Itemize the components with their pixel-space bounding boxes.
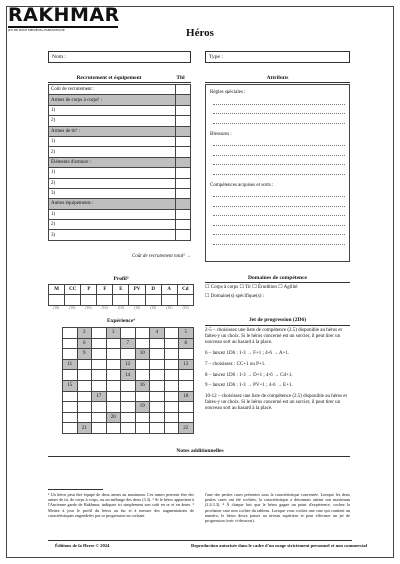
experience-box[interactable]: 21 [77,423,92,434]
experience-box[interactable]: 18 [179,391,194,402]
experience-box[interactable] [106,349,121,360]
experience-box[interactable] [179,402,194,413]
experience-box[interactable] [92,359,107,370]
experience-box[interactable] [121,349,136,360]
equipment-row-label: Éléments d'armure : [49,157,176,167]
equipment-row [49,136,191,146]
experience-box[interactable]: 22 [179,423,194,434]
equipment-row-value[interactable] [176,105,191,115]
profile-value-cell[interactable] [177,295,193,306]
experience-box[interactable] [164,412,179,423]
skills-line[interactable] [213,226,345,236]
experience-box[interactable] [106,380,121,391]
footer [55,543,367,548]
name-field[interactable] [48,51,191,63]
profile-cap: (10) [182,306,189,310]
equipment-row-value[interactable] [176,136,191,146]
equipment-row [49,220,191,230]
footer-rule [48,540,352,541]
skills-line[interactable] [213,188,345,198]
experience-box[interactable]: 16 [135,380,150,391]
experience-box[interactable] [121,412,136,423]
profile-column-header: Cd [177,285,193,295]
equipment-row [49,178,191,188]
profile-cap: (10) [53,306,60,310]
experience-box[interactable] [150,391,165,402]
equipment-row-label: 3) [49,188,176,198]
experience-box[interactable] [150,370,165,381]
experience-box[interactable] [150,402,165,413]
experience-box[interactable] [150,359,165,370]
progression-rule: 2-5 – choisissez une liste de compétence (2.5) disponible au héros et faites-y un choix. Si le héros concerné est un sorcier, il peut tirer un nouveau sort au hasard à la place. [205,328,342,346]
experience-box[interactable] [150,338,165,349]
experience-box[interactable] [106,359,121,370]
footnotes-right: l'une des petites cases présentes sous la caractéristique concernée. Lorsque les deux petites cases ont été cochées, la caractéristique a désormais atteint son maximum (2.4.3.3). ⁴ À chaque fois que le héros gagne un point d'expérience, cochez la prochaine case non cochée du tableau. Lorsque vous cochez une case qui contient un numéro, le héros devra passer au niveau supérieur et peut effectuer un jet de progression (voir ci-dessous). [205,492,350,524]
experience-box[interactable]: 3 [106,328,121,339]
notes-heading: Notes additionnelles [176,448,224,454]
experience-box[interactable]: 15 [63,380,78,391]
experience-box[interactable] [63,402,78,413]
experience-box[interactable] [63,349,78,360]
experience-box[interactable] [63,391,78,402]
profile-column-header: D [145,285,161,295]
experience-box[interactable] [164,423,179,434]
experience-box[interactable] [135,359,150,370]
equipment-row [49,199,191,209]
experience-box[interactable]: 6 [77,338,92,349]
experience-box[interactable] [106,423,121,434]
experience-box[interactable] [92,412,107,423]
equipment-row-label: 2) [49,220,176,230]
equipment-row [49,230,191,240]
progression-underline [205,325,350,326]
experience-row [63,328,194,339]
special-rules-line[interactable] [213,95,345,105]
equipment-row-label: 1) [49,168,176,178]
experience-box[interactable] [135,370,150,381]
experience-box[interactable] [77,402,92,413]
footer-copyright: Éditions de la Herse © 2024 [55,543,110,548]
total-cost-label: Coût de recrutement total² → [131,254,191,259]
experience-box[interactable]: 7 [121,338,136,349]
experience-box[interactable] [179,349,194,360]
equipment-row-value[interactable] [176,168,191,178]
special-rules-line[interactable] [213,114,345,124]
experience-box[interactable] [121,423,136,434]
equipment-row [49,209,191,219]
footnotes-left: ¹ Un héros peut être équipé de deux armes au maximum. Ces armes peuvent être des armes de tir, de corps à corps, ou un mélange des deux (3.3). ² Si le héros appartient à l'Ancienne garde de Rakhmar, indiquez ici simplement son coût en or et en âmes. ³ Mettez à jour le profil du héros au fur et à mesure des augmentations de caractéristiques engendrées par sa progression en cochant [48,492,194,518]
injuries-label: Blessures : [210,131,232,137]
equipment-row-label: Autres équipements : [49,199,176,209]
experience-box[interactable]: 2 [77,328,92,339]
experience-box[interactable] [63,370,78,381]
experience-box[interactable] [164,359,179,370]
equipment-row [49,157,191,167]
domains-box [205,281,350,308]
experience-box[interactable]: 12 [121,359,136,370]
experience-box[interactable] [77,380,92,391]
skills-line[interactable] [213,235,345,245]
equipment-row-value[interactable] [176,147,191,157]
profile-value-cell[interactable] [113,295,129,306]
progression-rule: 10-12 – choisissez une liste de compétence (2.5) disponible au héros et faites-y un choix. Si le héros concerné est un sorcier, il peut tirer un nouveau sort au hasard à la place. [205,393,347,412]
experience-box[interactable] [92,402,107,413]
profile-cap: (10) [117,306,124,310]
experience-box[interactable] [106,391,121,402]
experience-row [63,423,194,434]
equipment-row [49,147,191,157]
progression-rules [205,328,350,417]
equipment-row [49,116,191,126]
logo-text: RAKHMAR [8,4,120,26]
progression-rule: 6 – lancez 1D6 : 1-3 → F+1 ; 4-6 → A+1. [205,351,290,357]
progression-rule: 7 – choisissez : CC+1 ou P+1. [205,361,266,367]
experience-box[interactable] [77,370,92,381]
equipment-row-value[interactable] [176,157,191,167]
special-rules-label: Règles spéciales : [210,90,246,95]
equipment-heading: Recrutement et équipement [76,75,142,81]
equipment-row-value[interactable] [176,230,191,240]
profile-value-cell[interactable] [145,295,161,306]
profile-column-header: PV [129,285,145,295]
experience-box[interactable] [92,328,107,339]
experience-box[interactable] [179,370,194,381]
profile-value-cell[interactable] [65,295,81,306]
experience-box[interactable]: 19 [135,402,150,413]
special-rules-line[interactable] [213,105,345,115]
experience-box[interactable] [164,391,179,402]
profile-heading: Profil³ [113,276,129,282]
experience-box[interactable] [150,380,165,391]
skills-label: Compétences acquises et sorts : [210,182,274,188]
profile-caps [48,306,194,310]
equipment-row-label: 1) [49,136,176,146]
experience-box[interactable] [77,391,92,402]
injuries-line[interactable] [213,137,345,147]
equipment-row-value[interactable] [176,209,191,219]
experience-box[interactable] [77,359,92,370]
profile-table [48,284,194,306]
attributes-box [205,84,350,262]
profile-cap: (10) [134,306,141,310]
experience-box[interactable] [121,380,136,391]
profile-column-header: E [113,285,129,295]
footer-license: Reproduction autorisée dans le cadre d'un usage strictement personnel et non commercial [191,543,367,548]
equipment-row [49,188,191,198]
equipment-row-value[interactable] [176,220,191,230]
skills-line[interactable] [213,216,345,226]
skills-line[interactable] [213,207,345,217]
attributes-underline [205,82,350,83]
experience-row [63,338,194,349]
progression-rule: 8 – lancez 1D6 : 1-3 → D+1 ; 4-6 → Cd+1. [205,372,293,378]
experience-box[interactable] [150,349,165,360]
experience-box[interactable] [92,380,107,391]
experience-box[interactable] [164,370,179,381]
experience-box[interactable]: 17 [92,391,107,402]
equipment-table [48,84,191,241]
experience-box[interactable] [63,423,78,434]
profile-column-header: CC [65,285,81,295]
equipment-row-value[interactable] [176,95,191,105]
tbl-heading: Thl [176,75,185,81]
profile-cap: (10) [85,306,92,310]
injuries-line[interactable] [213,156,345,166]
experience-grid [62,327,194,434]
equipment-row-label: Armes de tir¹ : [49,126,176,136]
experience-box[interactable] [92,423,107,434]
equipment-row-value[interactable] [176,188,191,198]
profile-column-header: P [81,285,97,295]
experience-box[interactable] [92,349,107,360]
experience-box[interactable] [135,412,150,423]
profile-value-cell[interactable] [49,295,65,306]
profile-cap: (10) [166,306,173,310]
domain-checkboxes-line2[interactable]: ☐ Domaine(s) spécifique(s) : [205,294,265,299]
experience-box[interactable] [63,412,78,423]
equipment-row-label: Coût de recrutement : [49,85,176,95]
equipment-row-label: 2) [49,147,176,157]
equipment-row-label: 2) [49,116,176,126]
experience-box[interactable]: 8 [179,338,194,349]
attributes-heading: Attributs [266,75,289,81]
notes-underline [48,456,350,457]
experience-row [63,391,194,402]
experience-box[interactable]: 11 [63,359,78,370]
experience-box[interactable]: 13 [179,359,194,370]
equipment-row-value[interactable] [176,199,191,209]
equipment-row-value[interactable] [176,85,191,95]
experience-box[interactable] [106,370,121,381]
experience-box[interactable] [164,349,179,360]
equipment-row-label: 1) [49,209,176,219]
experience-row [63,349,194,360]
equipment-row [49,85,191,95]
equipment-row-label: 3) [49,230,176,240]
profile-column-header: F [97,285,113,295]
experience-box[interactable] [63,328,78,339]
experience-row [63,380,194,391]
equipment-row [49,105,191,115]
equipment-row [49,126,191,136]
experience-box[interactable] [135,391,150,402]
experience-box[interactable]: 9 [77,349,92,360]
experience-box[interactable] [77,412,92,423]
equipment-row [49,95,191,105]
equipment-row-label: Armes de corps à corps¹ : [49,95,176,105]
equipment-row-value[interactable] [176,178,191,188]
domains-heading: Domaines de compétence [248,275,307,281]
equipment-row-label: 2) [49,178,176,188]
profile-column-header: A [161,285,177,295]
experience-box[interactable] [121,402,136,413]
experience-box[interactable] [106,338,121,349]
experience-box[interactable] [106,402,121,413]
profile-cap: (10) [69,306,76,310]
experience-box[interactable]: 5 [179,328,194,339]
experience-box[interactable]: 10 [135,349,150,360]
experience-box[interactable] [121,391,136,402]
experience-box[interactable]: 4 [150,328,165,339]
experience-box[interactable] [135,423,150,434]
experience-box[interactable] [164,380,179,391]
experience-box[interactable] [179,380,194,391]
profile-value-cell[interactable] [97,295,113,306]
equipment-row [49,168,191,178]
progression-rule: 9 – lancez 1D6 : 1-3 → PV+1 ; 4-6 → E+1. [205,383,293,389]
name-label: Nom : [52,54,66,60]
profile-value-cell[interactable] [81,295,97,306]
page-title: Héros [186,27,214,39]
experience-row [63,412,194,423]
experience-row [63,359,194,370]
experience-box[interactable] [150,412,165,423]
progression-heading: Jet de progression (2D6) [248,317,307,323]
injuries-line[interactable] [213,165,345,175]
equipment-row-value[interactable] [176,116,191,126]
experience-box[interactable] [150,423,165,434]
domain-checkboxes-line1[interactable]: ☐ Corps à corps ☐ Tir ☐ Érudition ☐ Agilité [205,285,298,290]
profile-value-cell[interactable] [161,295,177,306]
experience-box[interactable] [92,338,107,349]
experience-row [63,402,194,413]
profile-column-header: M [49,285,65,295]
skills-line[interactable] [213,197,345,207]
logo-subtitle: JEU DE RÔLE MÉDIÉVAL-FANTASTIQUE [8,28,65,32]
profile-cap: (10) [150,306,157,310]
experience-box[interactable]: 20 [106,412,121,423]
footnote-rule [48,489,103,490]
profile-cap: (10) [101,306,108,310]
experience-box[interactable] [164,328,179,339]
experience-heading: Expérience⁴ [107,318,135,324]
equipment-row-label: 1) [49,105,176,115]
experience-box[interactable] [179,412,194,423]
experience-box[interactable] [164,338,179,349]
experience-box[interactable] [164,402,179,413]
experience-box[interactable] [135,328,150,339]
type-label: Type : [209,54,223,60]
experience-row [63,370,194,381]
experience-box[interactable] [63,338,78,349]
equipment-underline [48,82,191,83]
experience-box[interactable] [135,338,150,349]
experience-box[interactable] [121,328,136,339]
experience-box[interactable]: 14 [121,370,136,381]
profile-value-cell[interactable] [129,295,145,306]
experience-box[interactable] [92,370,107,381]
equipment-row-value[interactable] [176,126,191,136]
type-field[interactable] [205,51,350,63]
injuries-line[interactable] [213,146,345,156]
